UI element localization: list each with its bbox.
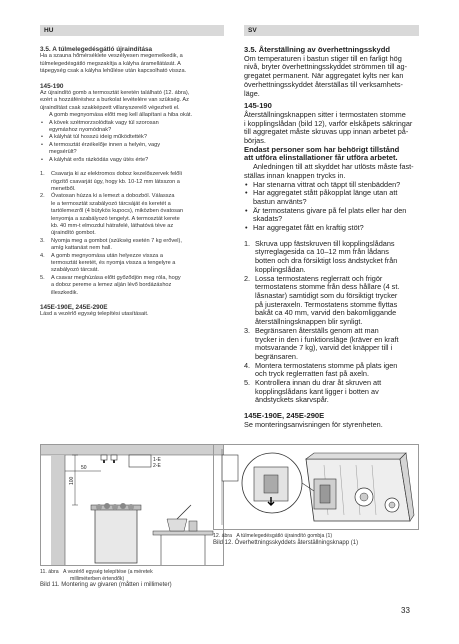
- sensor-box: [101, 455, 107, 460]
- bucket: [167, 519, 187, 531]
- paragraph-see-instructions-hu: Lásd a vezérlő egység telepítési utasításait.: [40, 311, 149, 318]
- bullet-item: • A kályhát túl hosszú ideig működtették?: [40, 134, 224, 141]
- dimension-100: 100: [69, 476, 75, 485]
- step-item: 5. Kontrollera innan du drar åt skruven att kopplingslådans kant ligger i botten av ändstyckets skarvspår.: [244, 378, 382, 405]
- paragraph-cause-hu: A gomb megnyomása előtt meg kell állapítani a hiba okát.: [49, 112, 193, 119]
- bullet-item: • A kövek szétmorzsolódtak vagy túl szorosan egymáshoz nyomódnak?: [40, 120, 224, 135]
- figure-11-caption: 11. ábra A vezérlő egység telepítése (a méretek milliméterben értendők) Bild 11. Montering av givaren (måtten i millimeter): [40, 569, 172, 589]
- paragraph-cause-sv: Anledningen till att skyddet har utlösts måste fast-: [253, 162, 414, 172]
- step-item: 4. A gomb megnyomása után helyezze vissza a termosztát keretét, és nyomja vissza a tengelyre a szabályozó tárcsát.: [40, 252, 176, 274]
- label-1e: 1-E: [153, 457, 161, 463]
- bullet-list-sv: [244, 181, 419, 233]
- ladle: [177, 505, 191, 519]
- bullet-item: • Är termostatens givare på fel plats eller har den skadats?: [244, 207, 419, 224]
- steps-list-hu: [40, 171, 224, 297]
- step-item: 1. Skruva upp fästskruven till kopplingslådans styrreglagesida ca 10–12 mm från lådans botten och dra försiktigt loss ändstycket från kopplingslådan.: [244, 238, 398, 274]
- column-swedish: 3.5. Återställning av överhettningsskydd Om temperaturen i bastun stiger till en farligt hög nivå, bryter överhettningsskyddet strömmen till ag- gregatet permanent. När aggregatet kylts ner kan överhettningsskyddet återställas till verksamhets- läge. 145-190 Återställningsknappen sitter i termostaten stomme i kopplingslådan (bild 12), varför elskåpets säkringar till aggregatet måste skruvas upp innan arbetet på- börjas. Endast personer som har behörigt tillstånd att utföra elinstallationer får utföra arbetet. Anledningen till att skyddet har utlösts måste fast- ställas innan knappen trycks in. • Har stenarna vittrat och täppt till stenbädden? • Har aggregatet stått påkopplat länge utan att bastun använts? • Är termostatens givare på fel plats eller har den skadats? • Har aggregatet fått en kraftig stöt? 1. Skruva upp fästskruven till kopplingslådans styrreglagesida ca 10–12 mm från lådans botten och dra försiktigt loss ändstycket från kopplingslådan. 2. Lossa termostatens reglerratt och frigör termostatens stomme från dess hållare (4 st. låsnastar) samtidigt som du försiktigt trycker på justeraxeln. Termostatens stomme flyttas bakåt ca 40 mm, varvid den bakomliggande återställningsknappen blir synligt. 3. Begränsaren återställs genom att man trycker in den i funktionsläge (kräver en kraft motsvarande 7 kg), varvid det knäpper till i begränsaren. 4. Montera termostatens stomme på plats igen och tryck reglerratten fast på axeln. 5. Kontrollera innan du drar åt skruven att kopplingslådans kant ligger i botten av ändstyckets skarvspår. 145E-190E, 245E-290E Se monteringsanvisningen för styrenheten.: [244, 46, 419, 430]
- paragraph-warning-sv: Endast personer som har behörigt tillstånd att utföra elinstallationer får utföra arbetet.: [244, 144, 400, 163]
- subheading-145-190-hu: 145-190: [40, 82, 64, 90]
- figure-12-drawing: [214, 445, 419, 530]
- column-hungarian: [40, 46, 224, 319]
- paragraph-intro-hu: Ha a szauna hőmérséklete veszélyesen megemelkedik, a túlmelegedésgátló megszakítja a kályha áramellátását. A tápegység csak a kályha lehűlése után kapcsolható vissza.: [40, 53, 187, 75]
- bullet-item: • Har stenarna vittrat och täppt till stenbädden?: [244, 181, 419, 190]
- step-item: 3. Nyomja meg a gombot (szükség esetén 7 kg erővel), amíg kattanást nem hall.: [40, 237, 182, 252]
- ceiling-panel: [41, 445, 224, 455]
- sensor-box: [111, 455, 117, 460]
- figure-12-reset-button: [213, 444, 419, 530]
- page-number: 33: [401, 606, 410, 615]
- step-item: 4. Montera termostatens stomme på plats igen och tryck reglerratten fast på axeln.: [244, 360, 398, 379]
- figure-12-caption: 12. ábra A túlmelegedésgátló újraindító gombja (1) Bild 12. Överhettningsskyddets återställningsknapp (1): [213, 533, 359, 546]
- subheading-e-models-sv: 145E-190E, 245E-290E: [244, 411, 325, 421]
- heater-body: [95, 507, 137, 563]
- bullet-item: • A kályhát erős rázkódás vagy ütés érte?: [40, 157, 224, 164]
- step-item: 2. Óvatosan húzza ki a lemezt a dobozból. Válassza le a termosztát szabályozó tárcsáját és keretét a tartólemezről (4 bütykös kupocs), miközben óvatosan lenyomja a szabályozó tengelyt. A termosztát kerete kb. 40 mm-t elmozdul hátrafelé, láthatóvá téve az újraindító gombot.: [40, 193, 184, 237]
- step-item: 3. Begränsaren återställs genom att man trycker in den i funktionsläge (kräver en kraft motsvarande 7 kg), varvid det knäpper till i begränsaren.: [244, 325, 399, 361]
- paragraph-reset-sv: Återställningsknappen sitter i termostaten stomme i kopplingslådan (bild 12), varför elskåpets säkringar till aggregatet måste skruvas upp innan arbetet på- börjas.: [244, 109, 413, 146]
- subheading-e-models-hu: 145E-190E, 245E-290E: [40, 304, 108, 311]
- paragraph-intro-sv: Om temperaturen i bastun stiger till en farligt hög nivå, bryter överhettningsskyddet strömmen till ag- gregatet permanent. När aggregatet kylts ner kan överhettningsskyddet återställas till verksamhets- läge.: [244, 53, 408, 98]
- language-header-sv: SV: [244, 25, 419, 36]
- bullet-item: • A termosztát érzékelője innen a helyén, vagy megsérült?: [40, 142, 224, 157]
- bullet-list-hu: [40, 120, 224, 164]
- label-2e: 2-E: [153, 463, 161, 469]
- step-item: 2. Lossa termostatens reglerratt och frigör termostatens stomme från dess hållare (4 st. låsnastar) samtidigt som du försiktigt trycker på justeraxeln. Termostatens stomme flyttas bakåt ca 40 mm, varvid den bakomliggande återställningsknappen blir synligt.: [244, 273, 400, 327]
- paragraph-see-instructions-sv: Se monteringsanvisningen för styrenheten.: [244, 419, 383, 429]
- figure-11-sensor-mounting: [40, 444, 224, 566]
- bullet-item: • Har aggregatet stått påkopplat länge utan att bastun använts?: [244, 189, 419, 206]
- step-item: 1. Csavarja ki az elektromos doboz kezelőszervek felőli rögzítő csavarját úgy, hogy kb. 10-12 mm látsszon a menetből.: [40, 171, 182, 192]
- section-title-hu: 3.5. A túlmelegedésgátló újraindítása: [40, 46, 153, 53]
- language-header-hu: HU: [40, 25, 224, 36]
- figure-11-drawing: [41, 445, 224, 566]
- step-item: 5. A csavar meghúzása előtt győződjön meg róla, hogy a doboz pereme a lemez alján lévő bordázáshoz illeszkedik.: [40, 274, 181, 296]
- paragraph-reset-hu: Az újraindító gomb a termosztát keretén található (12. ábra), ezért a hozzáféréshez a burkolat levételére van szükség. Az újraindítást csak szakképzett villanyszerelő végezheti el.: [40, 90, 190, 111]
- steps-list-sv: [244, 240, 419, 405]
- control-unit: [129, 455, 151, 467]
- dimension-50: 50: [81, 465, 87, 471]
- subheading-145-190-sv: 145-190: [244, 101, 272, 111]
- wall-panel: [51, 455, 65, 566]
- reset-button: [264, 475, 278, 493]
- bench: [153, 531, 213, 535]
- bullet-item: • Har aggregatet fått en kraftig stöt?: [244, 224, 419, 233]
- section-title-sv: 3.5. Återställning av överhettningsskydd: [244, 45, 391, 54]
